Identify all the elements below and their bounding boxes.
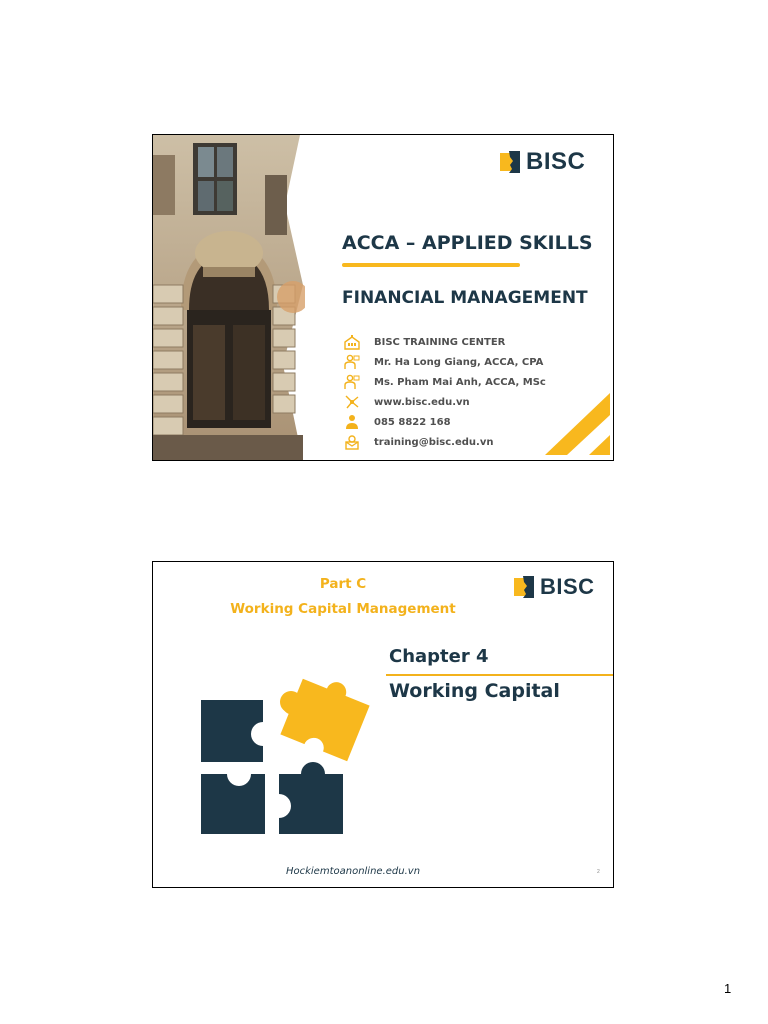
chapter-divider: [386, 674, 614, 676]
part-title: Working Capital Management: [230, 601, 456, 617]
contact-text: Ms. Pham Mai Anh, ACCA, MSc: [374, 376, 546, 388]
contact-item: [344, 412, 546, 432]
contact-text: BISC TRAINING CENTER: [374, 336, 506, 348]
contact-text: 085 8822 168: [374, 416, 451, 428]
phone-person-icon: [344, 414, 360, 430]
contact-item: [344, 432, 546, 452]
contact-item: [344, 352, 546, 372]
chapter-number: Chapter 4: [389, 646, 489, 667]
course-title: ACCA – APPLIED SKILLS: [342, 232, 593, 254]
puzzle-illustration: [197, 672, 377, 842]
logo-mark-icon: [500, 151, 522, 173]
contact-item: [344, 332, 546, 352]
slide-number: 2: [597, 869, 600, 875]
building-photo: [153, 135, 305, 461]
building-icon: [344, 334, 360, 350]
contact-text: www.bisc.edu.vn: [374, 396, 470, 408]
contact-text: training@bisc.edu.vn: [374, 436, 494, 448]
network-icon: [344, 394, 360, 410]
contact-list: [344, 332, 546, 452]
course-subtitle: FINANCIAL MANAGEMENT: [342, 288, 588, 308]
corner-decoration: [545, 393, 610, 455]
website-link[interactable]: Hockiemtoanonline.edu.vn: [285, 866, 421, 877]
contact-item: [344, 392, 546, 412]
contact-text: Mr. Ha Long Giang, ACCA, CPA: [374, 356, 544, 368]
chapter-title: Working Capital: [389, 680, 560, 702]
title-slide: [152, 134, 614, 461]
email-icon: [344, 434, 360, 450]
teacher-icon: [344, 374, 360, 390]
part-label: Part C: [319, 576, 367, 592]
title-underline: [342, 263, 520, 267]
contact-item: [344, 372, 546, 392]
bisc-logo: [514, 574, 595, 600]
page-number: 1: [724, 981, 732, 996]
chapter-slide: [152, 561, 614, 888]
logo-text: BISC: [540, 574, 595, 599]
logo-text: BISC: [526, 148, 586, 175]
teacher-icon: [344, 354, 360, 370]
logo-mark-icon: [514, 576, 536, 598]
bisc-logo: [500, 148, 585, 176]
